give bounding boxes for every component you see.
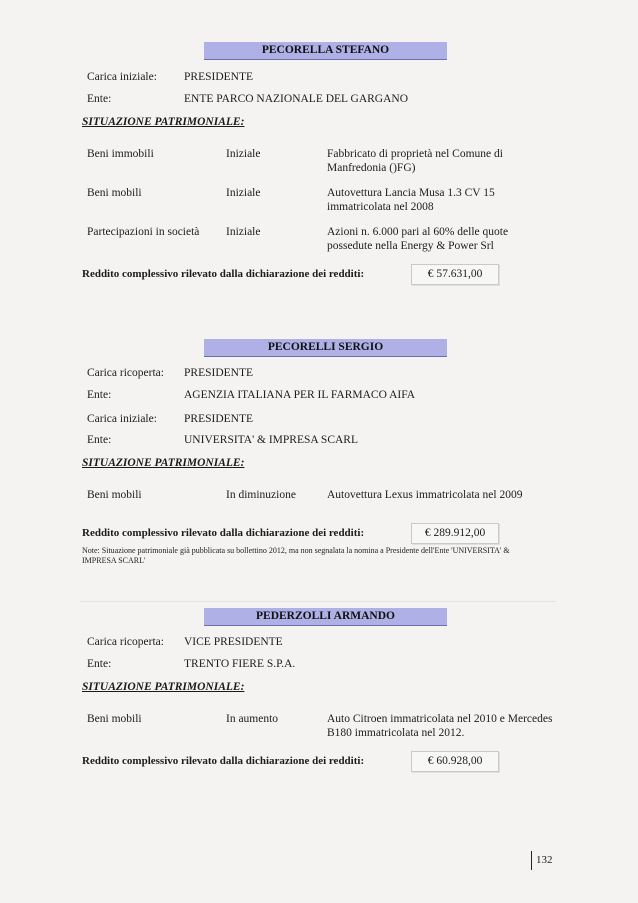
income-label: Reddito complessivo rilevato dalla dichiarazione dei redditi: bbox=[82, 755, 365, 767]
income-value: € 289.912,00 bbox=[411, 523, 499, 544]
asset-status: Iniziale bbox=[226, 187, 261, 199]
section-title: SITUAZIONE PATRIMONIALE: bbox=[82, 116, 245, 128]
role-label: Carica ricoperta: bbox=[87, 636, 164, 648]
role-label: Ente: bbox=[87, 658, 112, 670]
asset-category: Beni mobili bbox=[87, 713, 142, 725]
asset-status: Iniziale bbox=[226, 148, 261, 160]
income-label: Reddito complessivo rilevato dalla dichiarazione dei redditi: bbox=[82, 268, 365, 280]
role-label: Ente: bbox=[87, 93, 112, 105]
income-value: € 60.928,00 bbox=[411, 751, 499, 772]
asset-category: Beni immobili bbox=[87, 148, 154, 160]
asset-category: Beni mobili bbox=[87, 489, 142, 501]
page-number: 132 bbox=[536, 854, 553, 866]
person-name-header: PECORELLA STEFANO bbox=[204, 42, 447, 60]
asset-description: Fabbricato di proprietà nel Comune di Manfredonia ()FG) bbox=[327, 148, 503, 174]
asset-description: Autovettura Lexus immatricolata nel 2009 bbox=[327, 489, 523, 501]
asset-description: Autovettura Lancia Musa 1.3 CV 15 immatricolata nel 2008 bbox=[327, 187, 495, 213]
income-value: € 57.631,00 bbox=[411, 264, 499, 285]
asset-description: Auto Citroen immatricolata nel 2010 e Mercedes B180 immatricolata nel 2012. bbox=[327, 713, 553, 739]
asset-description: Azioni n. 6.000 pari al 60% delle quote possedute nella Energy & Power Srl bbox=[327, 226, 509, 252]
role-value: UNIVERSITA' & IMPRESA SCARL bbox=[184, 434, 358, 446]
section-title: SITUAZIONE PATRIMONIALE: bbox=[82, 681, 245, 693]
person-name-header: PEDERZOLLI ARMANDO bbox=[204, 608, 447, 626]
role-label: Ente: bbox=[87, 434, 112, 446]
role-value: PRESIDENTE bbox=[184, 413, 253, 425]
separator-line bbox=[80, 601, 556, 602]
asset-status: Iniziale bbox=[226, 226, 261, 238]
asset-status: In diminuzione bbox=[226, 489, 296, 501]
role-value: VICE PRESIDENTE bbox=[184, 636, 283, 648]
section-title: SITUAZIONE PATRIMONIALE: bbox=[82, 457, 245, 469]
income-label: Reddito complessivo rilevato dalla dichiarazione dei redditi: bbox=[82, 527, 365, 539]
person-name-header: PECORELLI SERGIO bbox=[204, 339, 447, 357]
role-value: PRESIDENTE bbox=[184, 367, 253, 379]
role-label: Ente: bbox=[87, 389, 112, 401]
role-label: Carica iniziale: bbox=[87, 71, 157, 83]
role-value: AGENZIA ITALIANA PER IL FARMACO AIFA bbox=[184, 389, 416, 401]
note-text: Note: Situazione patrimoniale già pubblicata su bollettino 2012, ma non segnalata la nomina a Presidente dell'Ente 'UNIVERSITA' & IMPRESA SCARL' bbox=[82, 546, 510, 565]
page-number-rule bbox=[531, 851, 532, 870]
role-label: Carica ricoperta: bbox=[87, 367, 164, 379]
role-label: Carica iniziale: bbox=[87, 413, 157, 425]
asset-category: Beni mobili bbox=[87, 187, 142, 199]
role-value: PRESIDENTE bbox=[184, 71, 253, 83]
asset-status: In aumento bbox=[226, 713, 279, 725]
asset-category: Partecipazioni in società bbox=[87, 226, 200, 238]
role-value: ENTE PARCO NAZIONALE DEL GARGANO bbox=[184, 93, 409, 105]
role-value: TRENTO FIERE S.P.A. bbox=[184, 658, 296, 670]
